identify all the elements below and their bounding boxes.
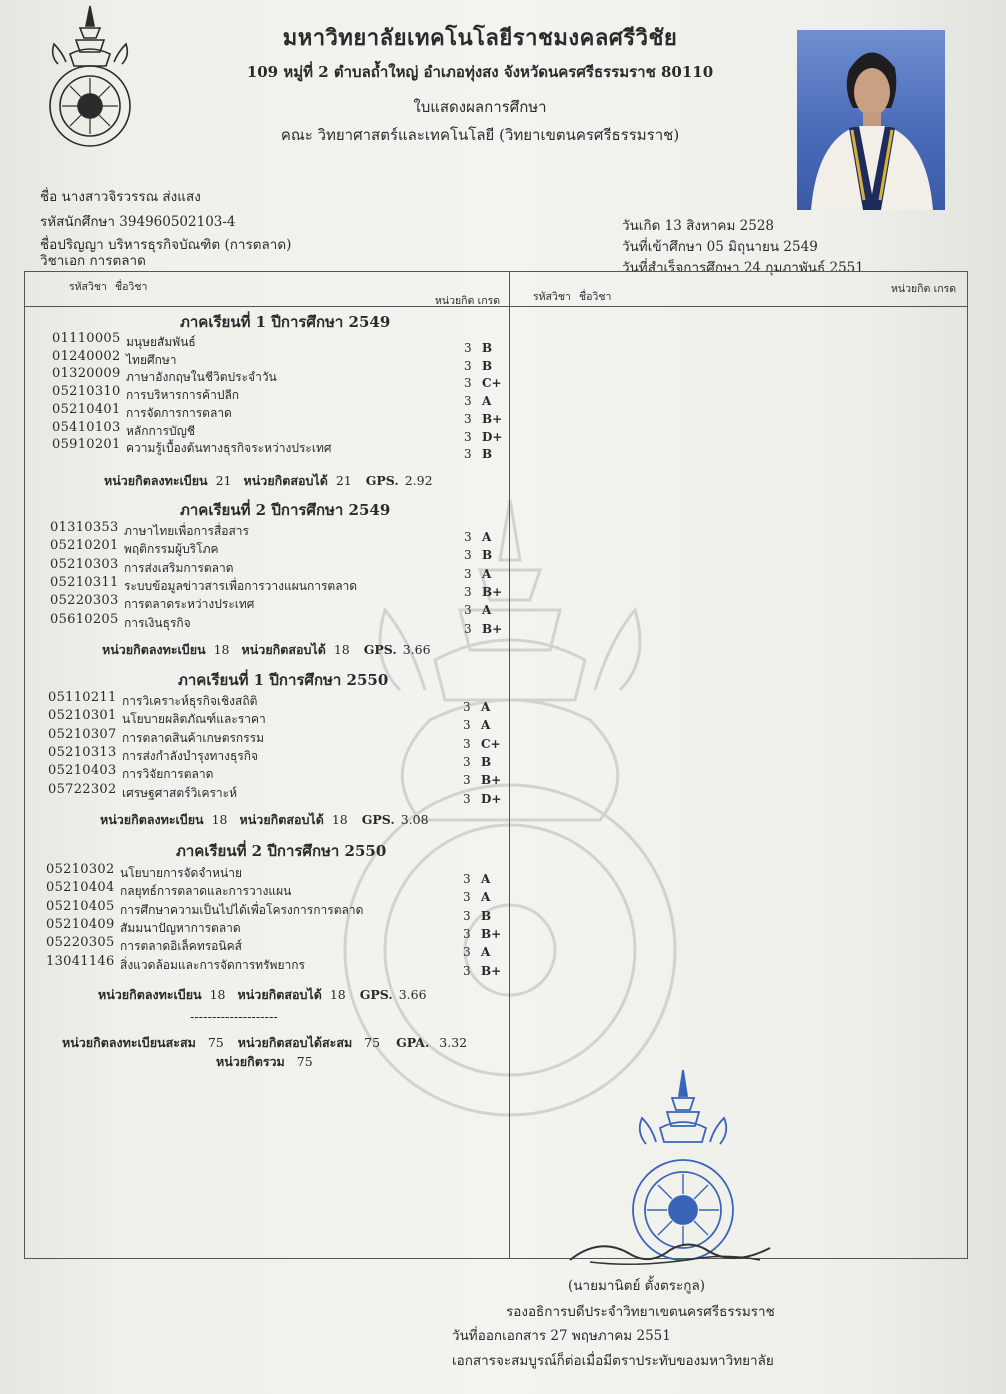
course-name: ภาษาไทยเพื่อการสื่อสาร bbox=[124, 524, 249, 538]
gps-label: GPS. bbox=[365, 473, 399, 488]
course-name: ความรู้เบื้องต้นทางธุรกิจระหว่างประเทศ bbox=[126, 441, 332, 455]
course-name: ระบบข้อมูลข่าวสารเพื่อการวางแผนการตลาด bbox=[124, 579, 358, 593]
gpa-label: GPA. bbox=[396, 1035, 430, 1050]
signer-position: รองอธิการบดีประจำวิทยาเขตนครศรีธรรมราช bbox=[506, 1304, 775, 1320]
course-name: สัมมนาปัญหาการตลาด bbox=[120, 921, 241, 935]
sum-reg-label: หน่วยกิตลงทะเบียน bbox=[98, 987, 202, 1002]
course-name: กลยุทธ์การตลาดและการวางแผน bbox=[120, 884, 292, 898]
signature-icon bbox=[560, 1232, 780, 1272]
course-grade: B+ bbox=[481, 773, 502, 787]
course-code: 05220305 bbox=[46, 935, 115, 950]
course-credit: 3 bbox=[463, 718, 471, 732]
sum-pass-value: 21 bbox=[335, 473, 352, 488]
course-code: 05210303 bbox=[50, 557, 119, 572]
course-credit: 3 bbox=[463, 909, 471, 923]
course-code: 01320009 bbox=[52, 366, 121, 381]
semester-summary bbox=[100, 810, 429, 830]
course-name: ภาษาอังกฤษในชีวิตประจำวัน bbox=[126, 370, 277, 384]
course-code: 05722302 bbox=[48, 782, 117, 797]
course-credit: 3 bbox=[463, 964, 471, 978]
course-credit: 3 bbox=[464, 603, 472, 617]
gps-value: 3.66 bbox=[398, 987, 427, 1002]
course-grade: D+ bbox=[481, 792, 502, 806]
sum-reg-label: หน่วยกิตลงทะเบียน bbox=[102, 642, 206, 657]
issue-date: วันที่ออกเอกสาร 27 พฤษภาคม 2551 bbox=[452, 1328, 671, 1344]
student-name: ชื่อ นางสาวจิรวรรณ ส่งแสง bbox=[40, 189, 201, 205]
gps-label: GPS. bbox=[361, 812, 395, 827]
course-name: สิ่งแวดล้อมและการจัดการทรัพยากร bbox=[120, 958, 305, 972]
course-credit: 3 bbox=[464, 447, 472, 461]
cum-reg-value: 75 bbox=[207, 1035, 224, 1050]
sum-reg-label: หน่วยกิตลงทะเบียน bbox=[100, 812, 204, 827]
course-credit: 3 bbox=[463, 872, 471, 886]
sum-pass-label: หน่วยกิตสอบได้ bbox=[237, 987, 322, 1002]
course-name: การจัดการการตลาด bbox=[126, 406, 232, 420]
sum-pass-label: หน่วยกิตสอบได้ bbox=[243, 473, 328, 488]
gps-value: 3.08 bbox=[400, 812, 429, 827]
sum-reg-value: 18 bbox=[213, 642, 230, 657]
course-grade: D+ bbox=[482, 430, 503, 444]
degree-name: ชื่อปริญญา บริหารธุรกิจบัณฑิต (การตลาด) bbox=[40, 237, 292, 253]
sum-pass-value: 18 bbox=[331, 812, 348, 827]
gps-value: 2.92 bbox=[404, 473, 433, 488]
col-header-code-right: รหัสวิชา bbox=[533, 291, 571, 303]
course-code: 05210409 bbox=[46, 917, 115, 932]
course-code: 05410103 bbox=[52, 420, 121, 435]
admission-date: วันที่เข้าศึกษา 05 มิถุนายน 2549 bbox=[622, 239, 818, 255]
sum-pass-label: หน่วยกิตสอบได้ bbox=[241, 642, 326, 657]
course-credit: 3 bbox=[464, 376, 472, 390]
sum-pass-label: หน่วยกิตสอบได้ bbox=[239, 812, 324, 827]
col-header-credit-grade: หน่วยกิต เกรด bbox=[435, 295, 501, 307]
course-code: 01310353 bbox=[50, 520, 119, 535]
course-credit: 3 bbox=[464, 548, 472, 562]
course-code: 05210313 bbox=[48, 745, 117, 760]
total-credits-value: 75 bbox=[296, 1054, 313, 1069]
course-code: 05910201 bbox=[52, 437, 121, 452]
col-header-code: รหัสวิชา bbox=[69, 281, 107, 293]
course-name: การบริหารการค้าปลีก bbox=[126, 388, 240, 402]
course-credit: 3 bbox=[464, 622, 472, 636]
course-grade: B bbox=[482, 447, 493, 461]
course-code: 05210302 bbox=[46, 862, 115, 877]
course-grade: A bbox=[482, 530, 492, 544]
course-name: หลักการบัญชี bbox=[126, 424, 195, 438]
gps-label: GPS. bbox=[363, 642, 397, 657]
course-credit: 3 bbox=[463, 927, 471, 941]
course-code: 05110211 bbox=[48, 690, 117, 705]
course-name: ไทยศึกษา bbox=[126, 353, 177, 367]
course-credit: 3 bbox=[464, 530, 472, 544]
course-grade: B bbox=[481, 909, 492, 923]
student-id: รหัสนักศึกษา 394960502103-4 bbox=[40, 214, 236, 230]
signer-name: (นายมานิตย์ ตั้งตระกูล) bbox=[568, 1278, 706, 1294]
course-credit: 3 bbox=[463, 945, 471, 959]
course-grade: B+ bbox=[482, 585, 503, 599]
col-header-name-right: ชื่อวิชา bbox=[579, 291, 612, 303]
course-name: นโยบายการจัดจำหน่าย bbox=[120, 866, 242, 880]
course-grade: C+ bbox=[481, 737, 501, 751]
university-address: 109 หมู่ที่ 2 ตำบลถ้ำใหญ่ อำเภอทุ่งสง จังหวัดนครศรีธรรมราช 80110 bbox=[246, 63, 714, 81]
course-credit: 3 bbox=[463, 737, 471, 751]
sum-reg-value: 18 bbox=[211, 812, 228, 827]
course-name: มนุษยสัมพันธ์ bbox=[126, 335, 196, 349]
course-grade: B+ bbox=[481, 927, 502, 941]
sum-reg-value: 18 bbox=[209, 987, 226, 1002]
course-code: 01110005 bbox=[52, 331, 121, 346]
course-grade: A bbox=[482, 394, 492, 408]
col-header-name: ชื่อวิชา bbox=[115, 281, 148, 293]
course-credit: 3 bbox=[464, 359, 472, 373]
course-code: 05220303 bbox=[50, 593, 119, 608]
course-credit: 3 bbox=[463, 890, 471, 904]
course-credit: 3 bbox=[463, 755, 471, 769]
course-name: การส่งกำลังบำรุงทางธุรกิจ bbox=[122, 749, 259, 763]
major-name: วิชาเอก การตลาด bbox=[40, 253, 146, 269]
course-code: 05210405 bbox=[46, 899, 115, 914]
course-name: การตลาดระหว่างประเทศ bbox=[124, 597, 255, 611]
course-name: การส่งเสริมการตลาด bbox=[124, 561, 234, 575]
semester-summary bbox=[104, 471, 433, 491]
course-name: เศรษฐศาสตร์วิเคราะห์ bbox=[122, 786, 238, 800]
university-name: มหาวิทยาลัยเทคโนโลยีราชมงคลศรีวิชัย bbox=[282, 25, 678, 51]
course-name: พฤติกรรมผู้บริโภค bbox=[124, 542, 219, 556]
course-name: การตลาดอิเล็คทรอนิคส์ bbox=[120, 939, 242, 953]
course-name: การวิเคราะห์ธุรกิจเชิงสถิติ bbox=[122, 694, 258, 708]
course-credit: 3 bbox=[464, 567, 472, 581]
course-name: การเงินธุรกิจ bbox=[124, 616, 191, 630]
gps-label: GPS. bbox=[359, 987, 393, 1002]
course-name: การตลาดสินค้าเกษตรกรรม bbox=[122, 731, 265, 745]
gpa-value: 3.32 bbox=[439, 1035, 468, 1050]
course-code: 05210310 bbox=[52, 384, 121, 399]
sum-reg-label: หน่วยกิตลงทะเบียน bbox=[104, 473, 208, 488]
validity-note: เอกสารจะสมบูรณ์ก็ต่อเมื่อมีตราประทับของมหาวิทยาลัย bbox=[452, 1353, 774, 1369]
cum-pass-value: 75 bbox=[364, 1035, 381, 1050]
course-code: 05210307 bbox=[48, 727, 117, 742]
cumulative-summary bbox=[62, 1033, 467, 1053]
course-grade: A bbox=[481, 945, 491, 959]
course-credit: 3 bbox=[463, 700, 471, 714]
course-code: 13041146 bbox=[46, 954, 115, 969]
semester-title: ภาคเรียนที่ 2 ปีการศึกษา 2550 bbox=[176, 842, 387, 860]
course-grade: A bbox=[481, 872, 491, 886]
semester-title: ภาคเรียนที่ 1 ปีการศึกษา 2549 bbox=[180, 313, 391, 331]
col-header-credit-grade-right: หน่วยกิต เกรด bbox=[891, 283, 957, 295]
gps-value: 3.66 bbox=[402, 642, 431, 657]
total-credits-label: หน่วยกิตรวม bbox=[216, 1054, 285, 1069]
course-grade: A bbox=[481, 718, 491, 732]
course-name: นโยบายผลิตภัณฑ์และราคา bbox=[122, 712, 266, 726]
course-code: 05210201 bbox=[50, 538, 119, 553]
sum-pass-value: 18 bbox=[329, 987, 346, 1002]
course-grade: B bbox=[482, 341, 493, 355]
course-credit: 3 bbox=[463, 792, 471, 806]
faculty-name: คณะ วิทยาศาสตร์และเทคโนโลยี (วิทยาเขตนครศรีธรรมราช) bbox=[280, 126, 680, 144]
semester-title: ภาคเรียนที่ 2 ปีการศึกษา 2549 bbox=[180, 501, 391, 519]
course-code: 05210311 bbox=[50, 575, 119, 590]
birth-date: วันเกิด 13 สิงหาคม 2528 bbox=[622, 218, 775, 234]
course-credit: 3 bbox=[464, 394, 472, 408]
document-title: ใบแสดงผลการศึกษา bbox=[413, 98, 547, 116]
semester-summary bbox=[98, 985, 427, 1005]
totals-separator: -------------------- bbox=[190, 1010, 278, 1025]
cum-pass-label: หน่วยกิตสอบได้สะสม bbox=[237, 1035, 353, 1050]
cum-reg-label: หน่วยกิตลงทะเบียนสะสม bbox=[62, 1035, 196, 1050]
course-credit: 3 bbox=[464, 430, 472, 444]
course-credit: 3 bbox=[464, 341, 472, 355]
course-grade: A bbox=[482, 567, 492, 581]
course-grade: B+ bbox=[482, 412, 503, 426]
total-credits bbox=[216, 1052, 313, 1072]
university-emblem-icon bbox=[36, 4, 144, 150]
course-grade: A bbox=[482, 603, 492, 617]
course-grade: A bbox=[481, 890, 491, 904]
student-photo bbox=[797, 30, 945, 210]
course-code: 01240002 bbox=[52, 349, 121, 364]
course-name: การศึกษาความเป็นไปได้เพื่อโครงการการตลาด bbox=[120, 903, 364, 917]
student-portrait-icon bbox=[797, 30, 945, 210]
course-name: การวิจัยการตลาด bbox=[122, 767, 214, 781]
course-credit: 3 bbox=[464, 412, 472, 426]
course-code: 05210404 bbox=[46, 880, 115, 895]
course-code: 05210403 bbox=[48, 763, 117, 778]
course-grade: B+ bbox=[481, 964, 502, 978]
sum-pass-value: 18 bbox=[333, 642, 350, 657]
graduation-date: วันที่สำเร็จการศึกษา 24 กุมภาพันธ์ 2551 bbox=[622, 260, 864, 276]
course-credit: 3 bbox=[463, 773, 471, 787]
course-code: 05210401 bbox=[52, 402, 121, 417]
semester-title: ภาคเรียนที่ 1 ปีการศึกษา 2550 bbox=[178, 671, 389, 689]
course-grade: B bbox=[481, 755, 492, 769]
course-grade: A bbox=[481, 700, 491, 714]
semester-summary bbox=[102, 640, 431, 660]
course-credit: 3 bbox=[464, 585, 472, 599]
table-column-divider bbox=[509, 272, 510, 1258]
course-grade: B bbox=[482, 359, 493, 373]
course-code: 05210301 bbox=[48, 708, 117, 723]
course-code: 05610205 bbox=[50, 612, 119, 627]
sum-reg-value: 21 bbox=[215, 473, 232, 488]
course-grade: C+ bbox=[482, 376, 502, 390]
course-grade: B bbox=[482, 548, 493, 562]
course-grade: B+ bbox=[482, 622, 503, 636]
